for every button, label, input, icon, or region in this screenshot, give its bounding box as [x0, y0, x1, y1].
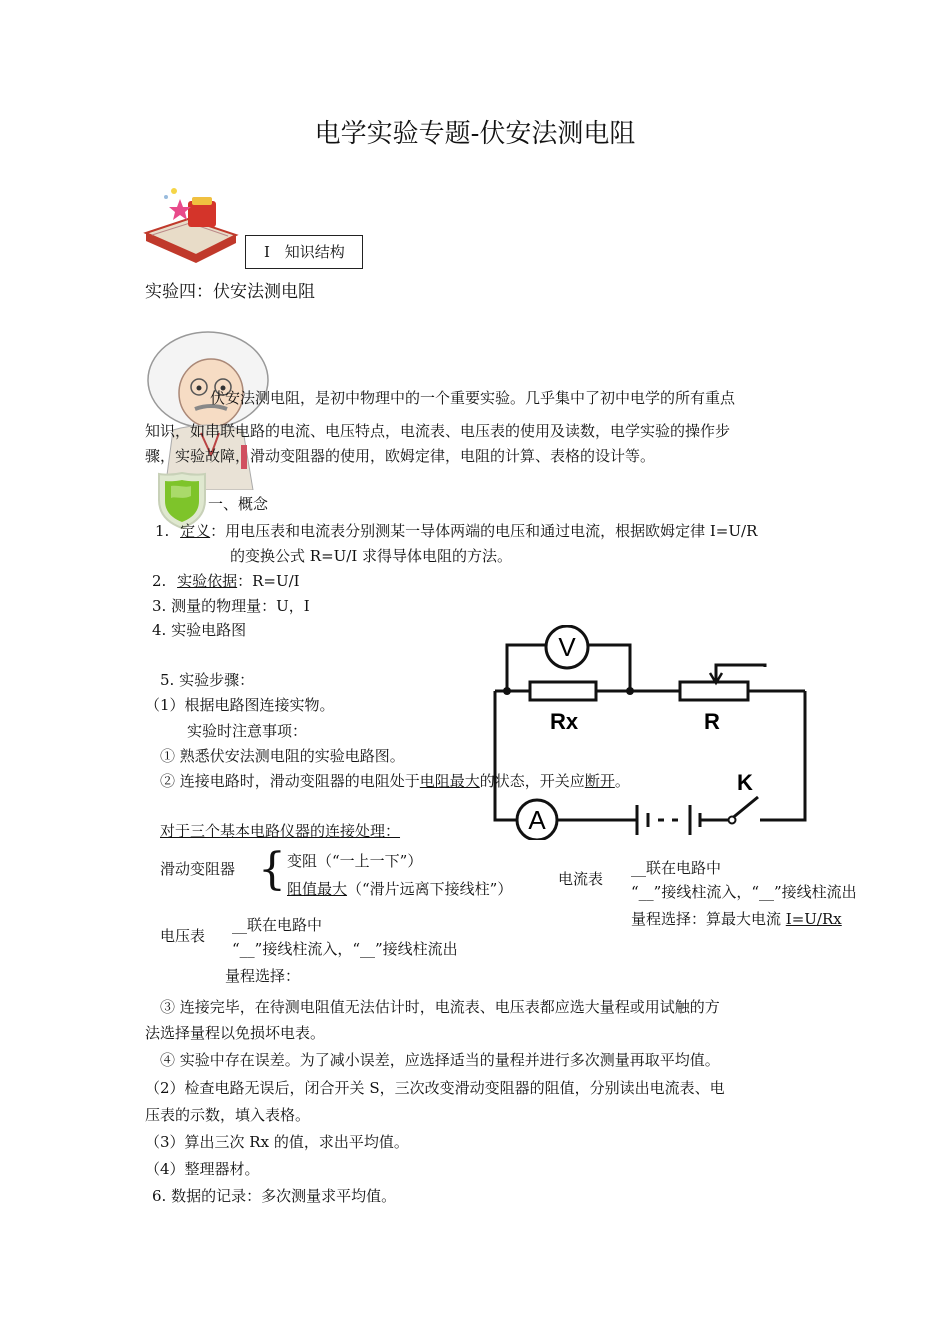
- step-1: （1）根据电路图连接实物。: [145, 696, 335, 714]
- ammeter-label: 电流表: [558, 870, 604, 888]
- ammeter-line-3-b: I=U/Rx: [785, 910, 842, 928]
- ammeter-line-3-a: 量程选择：算最大电流: [631, 910, 786, 928]
- quantities-line: 3. 测量的物理量：U，I: [152, 597, 310, 615]
- ammeter-symbol: A: [528, 805, 546, 835]
- book-icon: [140, 183, 250, 265]
- step-2-line-1: （2）检查电路无误后，闭合开关 S，三次改变滑动变阻器的阻值，分别读出电流表、电: [145, 1079, 725, 1097]
- voltmeter-label: 电压表: [160, 927, 206, 945]
- note-2-d: 断开: [584, 772, 615, 790]
- section-label: 知识结构: [284, 243, 345, 261]
- step-3: （3）算出三次 Rx 的值，求出平均值。: [145, 1133, 409, 1151]
- rheostat-line-2-b: （“滑片远离下接线柱”）: [347, 880, 513, 898]
- ammeter-line-1: __联在电路中: [631, 859, 722, 877]
- definition-term: 定义: [180, 522, 211, 540]
- voltmeter-line-3: 量程选择：: [225, 967, 301, 985]
- note-2: [160, 772, 630, 790]
- rx-label: Rx: [549, 709, 579, 734]
- note-3-line-1: ③ 连接完毕，在待测电阻值无法估计时，电流表、电压表都应选大量程或用试触的方: [160, 998, 720, 1016]
- shield-icon: [155, 470, 210, 530]
- section-box: [245, 235, 363, 269]
- rheostat-line-1: 变阻（“一上一下”）: [287, 852, 423, 870]
- rheostat-label: 滑动变阻器: [160, 860, 236, 878]
- section-number: Ⅰ: [264, 243, 270, 261]
- concept-heading: 一、概念: [208, 495, 269, 513]
- note-2-e: 。: [614, 772, 630, 790]
- note-2-a: ② 连接电路时，滑动变阻器的电阻处于: [160, 772, 420, 790]
- record-line: 6. 数据的记录：多次测量求平均值。: [152, 1187, 397, 1205]
- intro-line-1: 伏安法测电阻，是初中物理中的一个重要实验。几乎集中了初中电学的所有重点: [210, 389, 736, 407]
- definition-text: ：用电压表和电流表分别测某一导体两端的电压和通过电流，根据欧姆定律 I=U/R: [210, 522, 758, 540]
- note-3-line-2: 法选择量程以免损坏电表。: [145, 1024, 326, 1042]
- instruments-heading: 对于三个基本电路仪器的连接处理：: [160, 822, 401, 840]
- basis-text: ：R=U/I: [237, 572, 300, 590]
- ammeter-line-3: [631, 910, 842, 928]
- experiment-heading: 实验四：伏安法测电阻: [145, 282, 315, 302]
- notes-heading: 实验时注意事项：: [187, 722, 308, 740]
- switch-label: K: [737, 770, 753, 795]
- definition-number: 1.: [155, 522, 170, 540]
- voltmeter-line-2: “__”接线柱流入，“__”接线柱流出: [232, 940, 458, 958]
- note-2-b: 电阻最大: [419, 772, 480, 790]
- scientist-cartoon-icon: [143, 325, 273, 490]
- brace-icon: {: [258, 844, 286, 895]
- rheostat-line-2: [287, 880, 512, 898]
- note-1: ① 熟悉伏安法测电阻的实验电路图。: [160, 747, 405, 765]
- intro-line-3: 骤，实验故障，滑动变阻器的使用，欧姆定律，电阻的计算、表格的设计等。: [145, 447, 656, 465]
- intro-line-2: 知识，如串联电路的电流、电压特点，电流表、电压表的使用及读数，电学实验的操作步: [145, 422, 731, 440]
- definition-line-1: [155, 522, 757, 540]
- note-4: ④ 实验中存在误差。为了减小误差，应选择适当的量程并进行多次测量再取平均值。: [160, 1051, 720, 1069]
- voltmeter-symbol: V: [558, 632, 576, 662]
- ammeter-line-2: “__”接线柱流入，“__”接线柱流出: [631, 883, 857, 901]
- basis-number: 2.: [152, 572, 167, 590]
- basis-term: 实验依据: [177, 572, 238, 590]
- circuit-diagram: [440, 625, 820, 840]
- definition-line-2: 的变换公式 R=U/I 求得导体电阻的方法。: [230, 547, 513, 565]
- rheostat-line-2-a: 阻值最大: [287, 880, 348, 898]
- note-2-c: 的状态，开关应: [479, 772, 585, 790]
- voltmeter-line-1: __联在电路中: [232, 916, 323, 934]
- page-title: 电学实验专题-伏安法测电阻: [314, 119, 636, 149]
- basis-line: [152, 572, 300, 590]
- circuit-label: 4. 实验电路图: [152, 621, 247, 639]
- step-4: （4）整理器材。: [145, 1160, 260, 1178]
- steps-heading: 5. 实验步骤：: [160, 671, 255, 689]
- r-label: R: [704, 709, 720, 734]
- step-2-line-2: 压表的示数，填入表格。: [145, 1106, 311, 1124]
